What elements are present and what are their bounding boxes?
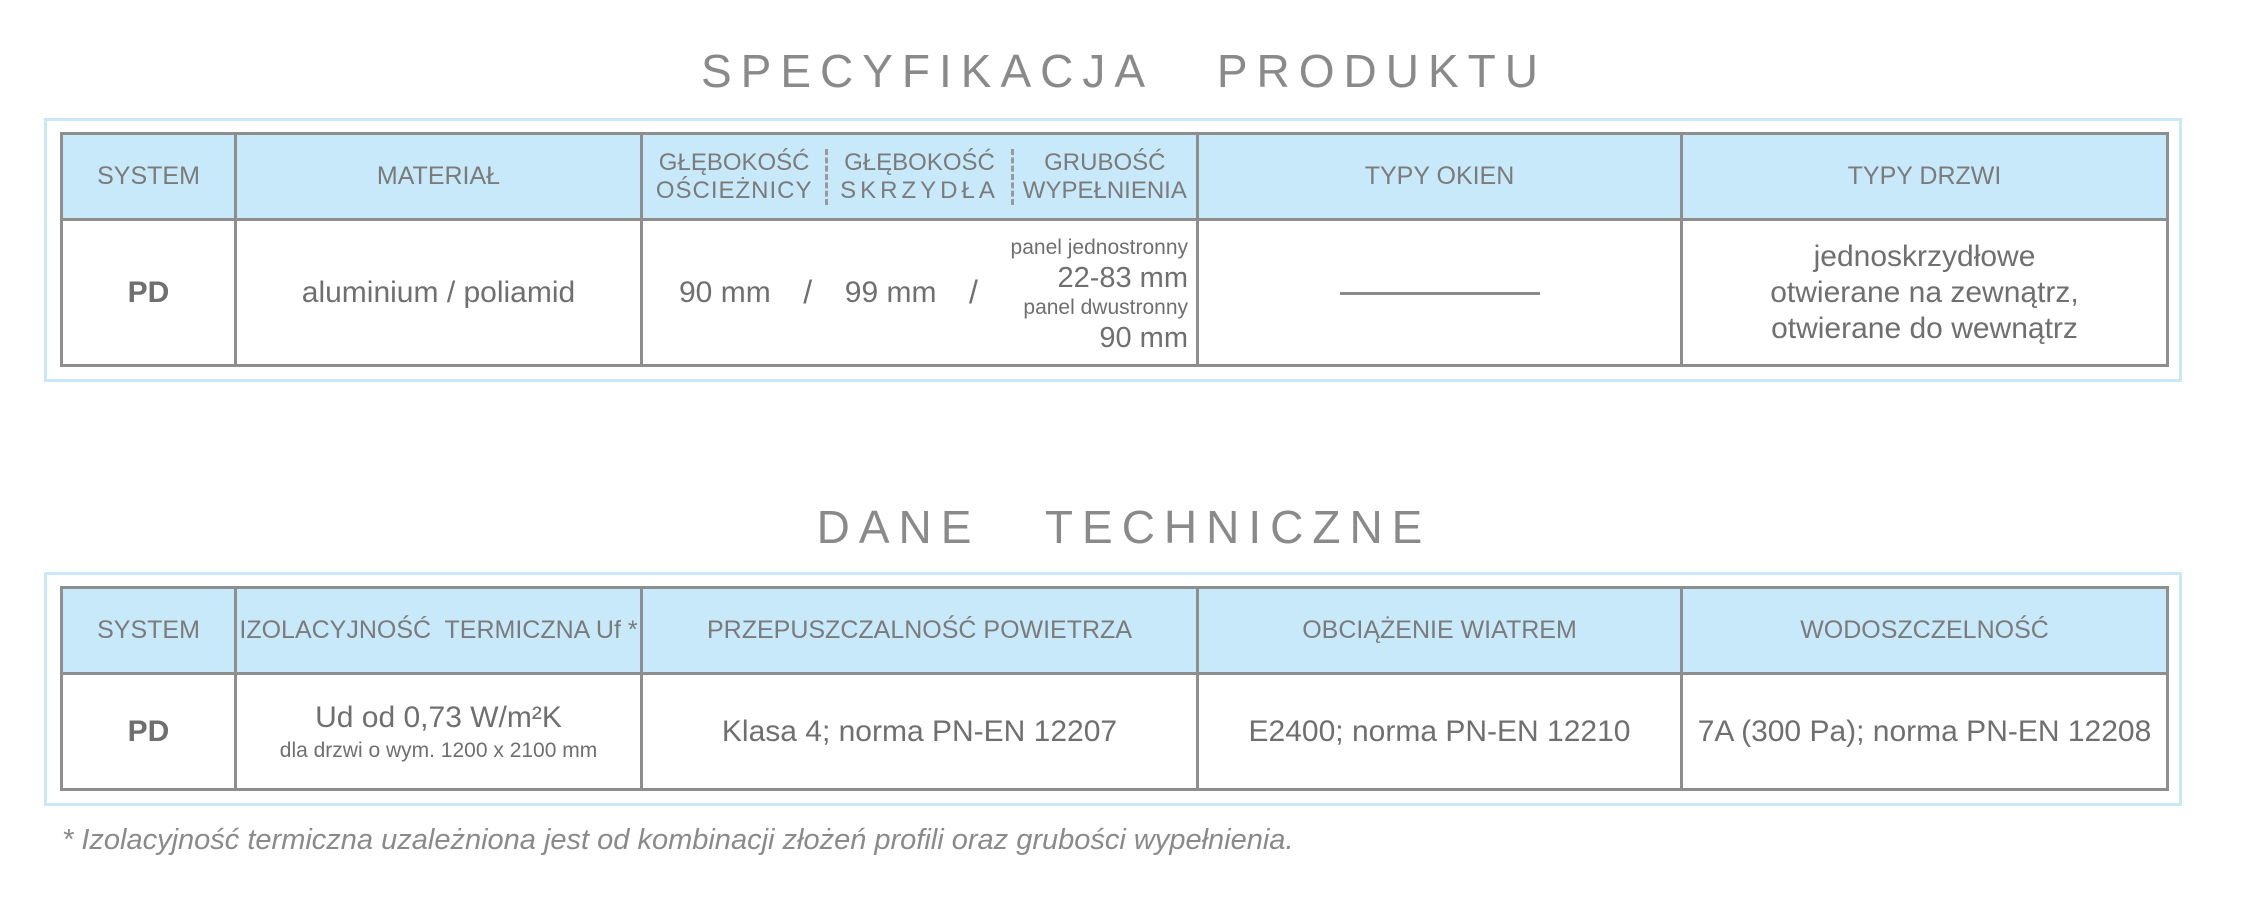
door-type-line: otwierane do wewnątrz (1771, 311, 2078, 345)
spec-separator: / (969, 274, 978, 310)
tech-air-value: Klasa 4; norma PN-EN 12207 (642, 674, 1198, 790)
spec-header-row (62, 134, 2168, 220)
panel-two-value: 90 mm (1099, 321, 1188, 354)
spec-header-window-types: TYPY OKIEN (1198, 134, 1682, 220)
spec-dimensions-cell (642, 220, 1198, 366)
spec-window-types-value (1198, 220, 1682, 366)
spec-separator: / (803, 274, 813, 310)
spec-header-door-types: TYPY DRZWI (1682, 134, 2168, 220)
spec-header-frame-depth: GŁĘBOKOŚĆ OŚCIEŻNICY (655, 148, 813, 204)
panel-one-value: 22-83 mm (1057, 261, 1188, 294)
door-type-line: otwierane na zewnątrz, (1770, 275, 2079, 309)
tech-header-air: PRZEPUSZCZALNOŚĆ POWIETRZA (642, 588, 1198, 674)
spec-sash-depth-value: 99 mm (844, 275, 937, 309)
empty-dash-line (1340, 292, 1540, 295)
spec-door-types-value (1682, 220, 2168, 366)
tech-header-wind: OBCIĄŻENIE WIATREM (1198, 588, 1682, 674)
tech-wind-value: E2400; norma PN-EN 12210 (1198, 674, 1682, 790)
panel-one-label: panel jednostronny (1010, 235, 1188, 259)
spec-material-value: aluminium / poliamid (236, 220, 642, 366)
spec-header-infill-thickness: GRUBOŚĆ WYPEŁNIENIA (1011, 149, 1196, 205)
spec-header-dimensions (642, 134, 1198, 220)
spec-frame-depth-value: 90 mm (679, 275, 771, 309)
tech-table (60, 586, 2169, 791)
spec-table (60, 132, 2169, 367)
tech-water-value: 7A (300 Pa); norma PN-EN 12208 (1682, 674, 2168, 790)
spec-system-value: PD (62, 220, 236, 366)
thermal-main-value: Ud od 0,73 W/m²K (315, 700, 562, 734)
footnote: * Izolacyjność termiczna uzależniona jest od kombinacji złożeń profili oraz grubości wypełnienia. (62, 824, 1294, 856)
spec-data-row (62, 220, 2168, 366)
door-type-line: jednoskrzydłowe (1813, 239, 2036, 273)
panel-two-label: panel dwustronny (1023, 295, 1188, 319)
tech-header-system: SYSTEM (62, 588, 236, 674)
spec-infill-values (1011, 233, 1188, 353)
tech-header-water: WODOSZCZELNOŚĆ (1682, 588, 2168, 674)
tech-thermal-value (236, 674, 642, 790)
tech-system-value: PD (62, 674, 236, 790)
spec-header-material: MATERIAŁ (236, 134, 642, 220)
tech-data-row (62, 674, 2168, 790)
spec-header-sash-depth: GŁĘBOKOŚĆ SKRZYDŁA (825, 149, 1010, 205)
tech-section-title: DANE TECHNICZNE (816, 501, 1432, 553)
thermal-sub-value: dla drzwi o wym. 1200 x 2100 mm (279, 738, 598, 762)
tech-header-thermal: IZOLACYJNOŚĆ TERMICZNA Uf * (236, 588, 642, 674)
tech-header-row (62, 588, 2168, 674)
spec-section-title: SPECYFIKACJA PRODUKTU (700, 45, 1547, 97)
spec-header-system: SYSTEM (62, 134, 236, 220)
